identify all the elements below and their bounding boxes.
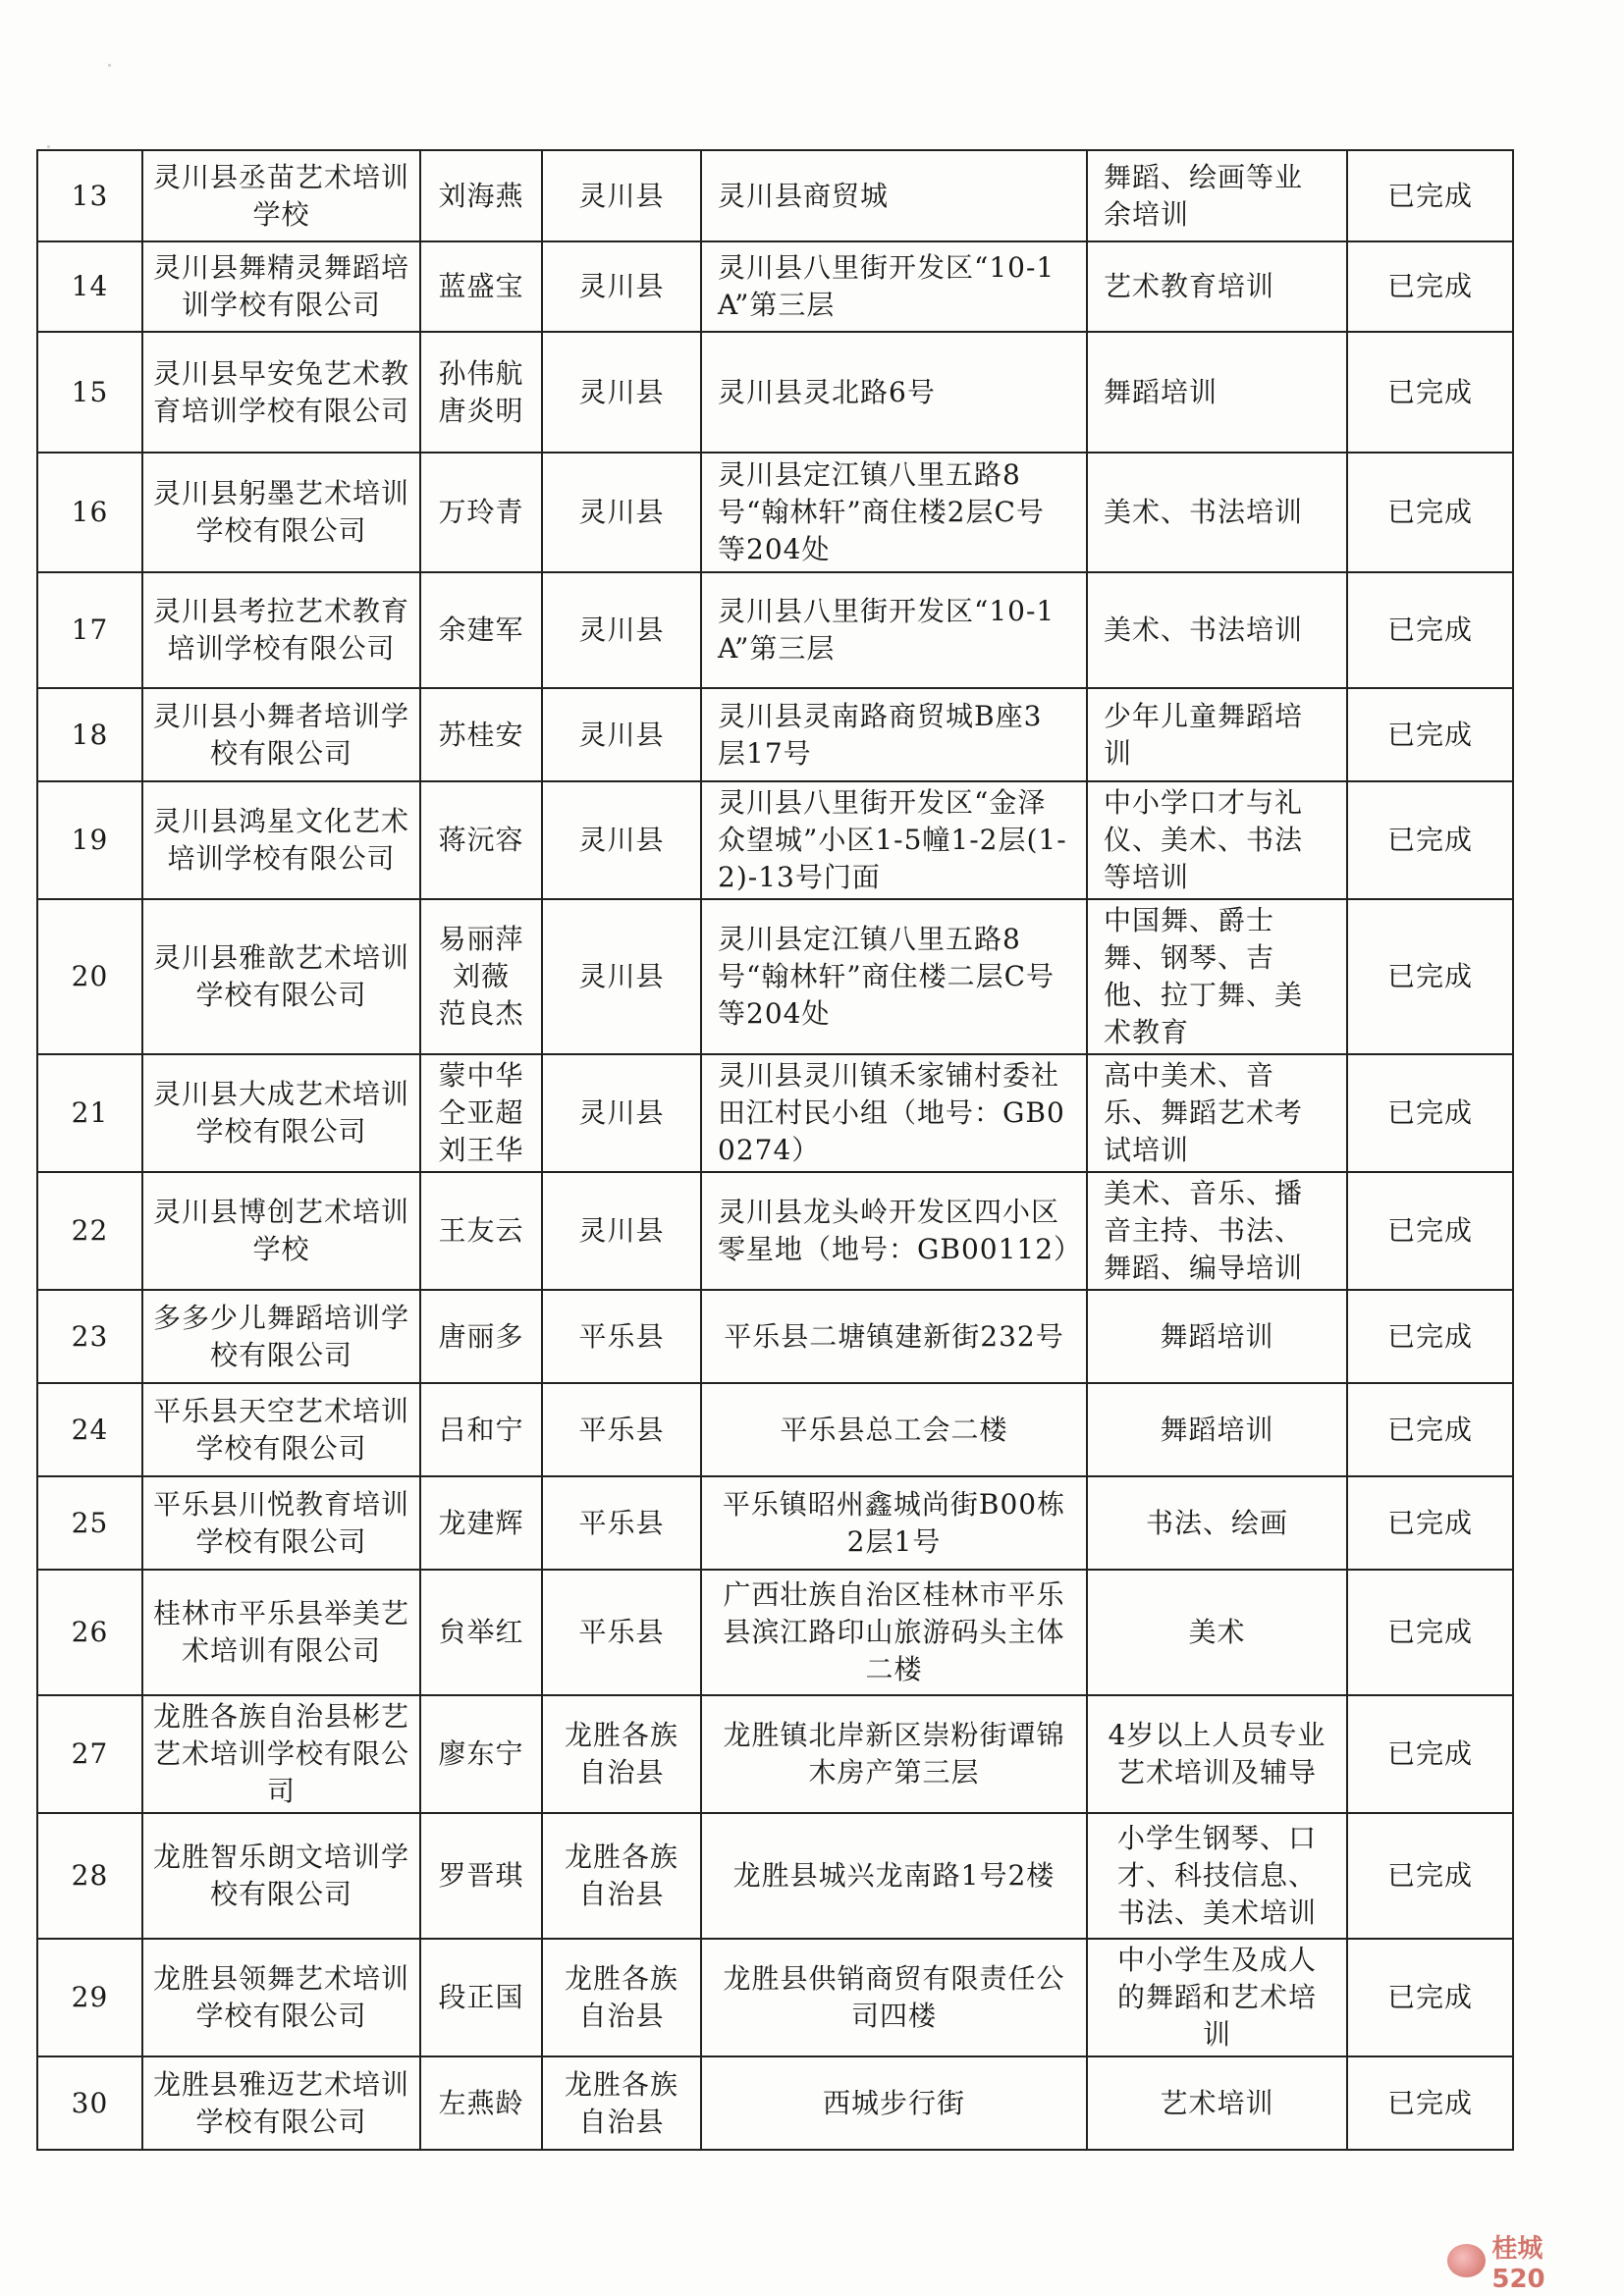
legal-person-cell: 吕和宁	[420, 1383, 542, 1476]
status-cell: 已完成	[1347, 1476, 1513, 1570]
site-watermark	[1447, 2233, 1595, 2294]
status-cell: 已完成	[1347, 1695, 1513, 1813]
county-cell: 龙胜各族自治县	[542, 1939, 701, 2056]
watermark-logo-icon	[1447, 2244, 1486, 2277]
school-name-cell: 灵川县躬墨艺术培训学校有限公司	[142, 453, 420, 572]
status-cell: 已完成	[1347, 1054, 1513, 1172]
table-row	[37, 241, 1513, 332]
legal-person-cell: 万玲青	[420, 453, 542, 572]
row-number-cell: 19	[37, 781, 142, 899]
school-name-cell: 灵川县雅歆艺术培训学校有限公司	[142, 899, 420, 1054]
county-cell: 灵川县	[542, 241, 701, 332]
status-cell: 已完成	[1347, 781, 1513, 899]
training-scope-cell: 中国舞、爵士舞、钢琴、吉他、拉丁舞、美术教育	[1087, 899, 1347, 1054]
table-row	[37, 1939, 1513, 2056]
status-cell: 已完成	[1347, 1939, 1513, 2056]
watermark-text: 桂城520	[1491, 2233, 1545, 2294]
training-scope-cell: 美术、音乐、播音主持、书法、舞蹈、编导培训	[1087, 1172, 1347, 1290]
school-name-cell: 灵川县考拉艺术教育培训学校有限公司	[142, 572, 420, 688]
table-row	[37, 572, 1513, 688]
row-number-cell: 15	[37, 332, 142, 453]
legal-person-cell: 廖东宁	[420, 1695, 542, 1813]
table-row	[37, 1290, 1513, 1383]
address-cell: 灵川县八里街开发区“10-1A”第三层	[701, 241, 1087, 332]
address-cell: 平乐县二塘镇建新街232号	[701, 1290, 1087, 1383]
legal-person-cell: 余建军	[420, 572, 542, 688]
county-cell: 灵川县	[542, 899, 701, 1054]
training-scope-cell: 4岁以上人员专业艺术培训及辅导	[1087, 1695, 1347, 1813]
training-school-table	[36, 149, 1514, 2151]
training-scope-cell: 艺术教育培训	[1087, 241, 1347, 332]
legal-person-cell: 唐丽多	[420, 1290, 542, 1383]
row-number-cell: 25	[37, 1476, 142, 1570]
county-cell: 灵川县	[542, 150, 701, 241]
county-cell: 平乐县	[542, 1383, 701, 1476]
county-cell: 平乐县	[542, 1476, 701, 1570]
row-number-cell: 23	[37, 1290, 142, 1383]
status-cell: 已完成	[1347, 150, 1513, 241]
status-cell: 已完成	[1347, 2056, 1513, 2150]
county-cell: 灵川县	[542, 332, 701, 453]
school-name-cell: 灵川县大成艺术培训学校有限公司	[142, 1054, 420, 1172]
row-number-cell: 21	[37, 1054, 142, 1172]
legal-person-cell: 罗晋琪	[420, 1813, 542, 1939]
row-number-cell: 28	[37, 1813, 142, 1939]
row-number-cell: 17	[37, 572, 142, 688]
address-cell: 灵川县定江镇八里五路8号“翰林轩”商住楼2层C号等204处	[701, 453, 1087, 572]
table-row	[37, 688, 1513, 781]
row-number-cell: 20	[37, 899, 142, 1054]
table-row	[37, 781, 1513, 899]
address-cell: 灵川县龙头岭开发区四小区零星地（地号：GB00112）	[701, 1172, 1087, 1290]
training-scope-cell: 舞蹈培训	[1087, 1383, 1347, 1476]
legal-person-cell: 蓝盛宝	[420, 241, 542, 332]
legal-person-cell: 苏桂安	[420, 688, 542, 781]
scan-speck	[47, 145, 50, 148]
address-cell: 灵川县灵南路商贸城B座3层17号	[701, 688, 1087, 781]
address-cell: 平乐镇昭州鑫城尚街B00栋2层1号	[701, 1476, 1087, 1570]
status-cell: 已完成	[1347, 1813, 1513, 1939]
table-row	[37, 1172, 1513, 1290]
training-scope-cell: 舞蹈培训	[1087, 332, 1347, 453]
training-scope-cell: 少年儿童舞蹈培训	[1087, 688, 1347, 781]
school-name-cell: 龙胜县领舞艺术培训学校有限公司	[142, 1939, 420, 2056]
training-scope-cell: 舞蹈培训	[1087, 1290, 1347, 1383]
school-name-cell: 灵川县舞精灵舞蹈培训学校有限公司	[142, 241, 420, 332]
legal-person-cell: 贠举红	[420, 1570, 542, 1695]
address-cell: 广西壮族自治区桂林市平乐县滨江路印山旅游码头主体二楼	[701, 1570, 1087, 1695]
status-cell: 已完成	[1347, 241, 1513, 332]
legal-person-cell: 左燕龄	[420, 2056, 542, 2150]
status-cell: 已完成	[1347, 1383, 1513, 1476]
table-row	[37, 1383, 1513, 1476]
table-row	[37, 1570, 1513, 1695]
training-scope-cell: 书法、绘画	[1087, 1476, 1347, 1570]
status-cell: 已完成	[1347, 688, 1513, 781]
address-cell: 灵川县灵北路6号	[701, 332, 1087, 453]
row-number-cell: 30	[37, 2056, 142, 2150]
address-cell: 西城步行街	[701, 2056, 1087, 2150]
legal-person-cell: 刘海燕	[420, 150, 542, 241]
row-number-cell: 16	[37, 453, 142, 572]
legal-person-cell: 王友云	[420, 1172, 542, 1290]
row-number-cell: 24	[37, 1383, 142, 1476]
training-scope-cell: 美术、书法培训	[1087, 453, 1347, 572]
county-cell: 平乐县	[542, 1570, 701, 1695]
scan-speck	[108, 64, 111, 67]
school-name-cell: 龙胜县雅迈艺术培训学校有限公司	[142, 2056, 420, 2150]
training-scope-cell: 艺术培训	[1087, 2056, 1347, 2150]
row-number-cell: 22	[37, 1172, 142, 1290]
county-cell: 灵川县	[542, 1172, 701, 1290]
school-name-cell: 灵川县早安兔艺术教育培训学校有限公司	[142, 332, 420, 453]
county-cell: 灵川县	[542, 781, 701, 899]
address-cell: 灵川县商贸城	[701, 150, 1087, 241]
county-cell: 灵川县	[542, 453, 701, 572]
status-cell: 已完成	[1347, 899, 1513, 1054]
table-row	[37, 899, 1513, 1054]
address-cell: 平乐县总工会二楼	[701, 1383, 1087, 1476]
county-cell: 龙胜各族自治县	[542, 2056, 701, 2150]
legal-person-cell: 易丽萍 刘薇 范良杰	[420, 899, 542, 1054]
training-scope-cell: 美术、书法培训	[1087, 572, 1347, 688]
address-cell: 龙胜县城兴龙南路1号2楼	[701, 1813, 1087, 1939]
training-scope-cell: 中小学口才与礼仪、美术、书法等培训	[1087, 781, 1347, 899]
address-cell: 灵川县定江镇八里五路8号“翰林轩”商住楼二层C号等204处	[701, 899, 1087, 1054]
row-number-cell: 26	[37, 1570, 142, 1695]
school-name-cell: 桂林市平乐县举美艺术培训有限公司	[142, 1570, 420, 1695]
status-cell: 已完成	[1347, 572, 1513, 688]
training-scope-cell: 中小学生及成人的舞蹈和艺术培训	[1087, 1939, 1347, 2056]
row-number-cell: 29	[37, 1939, 142, 2056]
table-row	[37, 1054, 1513, 1172]
legal-person-cell: 段正国	[420, 1939, 542, 2056]
school-name-cell: 灵川县鸿星文化艺术培训学校有限公司	[142, 781, 420, 899]
status-cell: 已完成	[1347, 1172, 1513, 1290]
school-name-cell: 灵川县丞苗艺术培训学校	[142, 150, 420, 241]
legal-person-cell: 龙建辉	[420, 1476, 542, 1570]
table-row	[37, 453, 1513, 572]
row-number-cell: 18	[37, 688, 142, 781]
status-cell: 已完成	[1347, 1290, 1513, 1383]
address-cell: 灵川县八里街开发区“10-1A”第三层	[701, 572, 1087, 688]
school-name-cell: 灵川县博创艺术培训学校	[142, 1172, 420, 1290]
county-cell: 龙胜各族自治县	[542, 1813, 701, 1939]
table-row	[37, 2056, 1513, 2150]
status-cell: 已完成	[1347, 332, 1513, 453]
county-cell: 龙胜各族自治县	[542, 1695, 701, 1813]
school-name-cell: 多多少儿舞蹈培训学校有限公司	[142, 1290, 420, 1383]
address-cell: 灵川县八里街开发区“金泽众望城”小区1-5幢1-2层(1-2)-13号门面	[701, 781, 1087, 899]
legal-person-cell: 孙伟航 唐炎明	[420, 332, 542, 453]
training-scope-cell: 舞蹈、绘画等业余培训	[1087, 150, 1347, 241]
county-cell: 灵川县	[542, 688, 701, 781]
row-number-cell: 14	[37, 241, 142, 332]
county-cell: 灵川县	[542, 1054, 701, 1172]
status-cell: 已完成	[1347, 453, 1513, 572]
address-cell: 龙胜县供销商贸有限责任公司四楼	[701, 1939, 1087, 2056]
school-name-cell: 平乐县川悦教育培训学校有限公司	[142, 1476, 420, 1570]
training-scope-cell: 美术	[1087, 1570, 1347, 1695]
table-row	[37, 1476, 1513, 1570]
row-number-cell: 13	[37, 150, 142, 241]
county-cell: 平乐县	[542, 1290, 701, 1383]
table-row	[37, 1695, 1513, 1813]
status-cell: 已完成	[1347, 1570, 1513, 1695]
legal-person-cell: 蒋沅容	[420, 781, 542, 899]
county-cell: 灵川县	[542, 572, 701, 688]
school-name-cell: 龙胜各族自治县彬艺艺术培训学校有限公司	[142, 1695, 420, 1813]
row-number-cell: 27	[37, 1695, 142, 1813]
school-name-cell: 灵川县小舞者培训学校有限公司	[142, 688, 420, 781]
address-cell: 灵川县灵川镇禾家铺村委社田江村民小组（地号：GB00274）	[701, 1054, 1087, 1172]
training-scope-cell: 小学生钢琴、口才、科技信息、书法、美术培训	[1087, 1813, 1347, 1939]
table-row	[37, 1813, 1513, 1939]
training-scope-cell: 高中美术、音乐、舞蹈艺术考试培训	[1087, 1054, 1347, 1172]
school-name-cell: 龙胜智乐朗文培训学校有限公司	[142, 1813, 420, 1939]
table-row	[37, 150, 1513, 241]
table-row	[37, 332, 1513, 453]
school-name-cell: 平乐县天空艺术培训学校有限公司	[142, 1383, 420, 1476]
legal-person-cell: 蒙中华 仝亚超 刘王华	[420, 1054, 542, 1172]
address-cell: 龙胜镇北岸新区崇粉街谭锦木房产第三层	[701, 1695, 1087, 1813]
